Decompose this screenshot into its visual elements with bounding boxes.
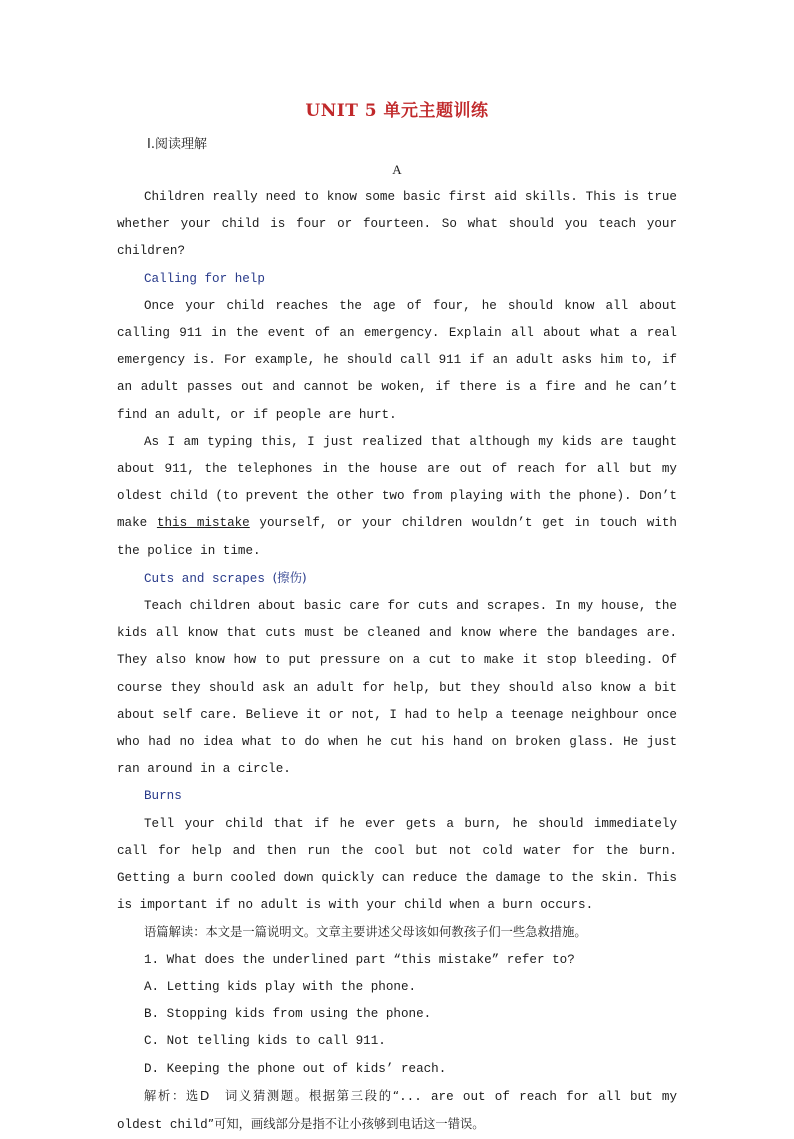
question-stem: 1. What does the underlined part “this mistake” refer to? — [144, 952, 575, 967]
option-d: D. Keeping the phone out of kids’ reach. — [144, 1061, 447, 1076]
subheading-calling-for-help: Calling for help — [144, 271, 265, 286]
explanation-part2: ”可知，画线部分是指不让小孩够到电话这一错误。 — [207, 1116, 485, 1131]
section-heading: Ⅰ.阅读理解 — [147, 137, 207, 152]
option-b: B. Stopping kids from using the phone. — [144, 1007, 432, 1022]
subheading-cuts-en: Cuts and scrapes — [144, 571, 273, 586]
paragraph-typing — [117, 429, 677, 565]
page-title: UNIT 5 单元主题训练 — [305, 101, 489, 121]
intro-paragraph: Children really need to know some basic first aid skills. This is true whether your child is four or fourteen. So what should you teach your children? — [117, 190, 677, 259]
passage-summary: 语篇解读：本文是一篇说明文。文章主要讲述父母该如何教孩子们一些急救措施。 — [144, 925, 587, 940]
option-c: C. Not telling kids to call 911. — [144, 1034, 386, 1049]
explanation-quote: ... are out of reach for all but my oldest child — [117, 1089, 678, 1132]
passage-body — [117, 184, 677, 1139]
underlined-phrase: this mistake — [156, 516, 250, 531]
option-a: A. Letting kids play with the phone. — [144, 979, 417, 994]
paragraph-calling: Once your child reaches the age of four, he should know all about calling 911 in the event of an emergency. Explain all about what a real emergency is. For example, he should call 911 if an adult asks him to, if an adult passes out and cannot be woken, if there is a fire and he can’t find an adult, or if people are hurt. — [117, 298, 677, 422]
paragraph-typing-part2: yourself, or your children wouldn’t get in touch with the police in time. — [117, 516, 677, 558]
paragraph-cuts: Teach children about basic care for cuts and scrapes. In my house, the kids all know that cuts must be cleaned and know where the bandages are. They also know how to put pressure on a cut to make it stop bleeding. Of course they should ask an adult for help, but they should also know a bit about self care. Believe it or not, I had to help a teenage neighbour once who had no idea what to do when he cut his hand on broken glass. He just ran around in a circle. — [117, 599, 677, 777]
subheading-cuts-cn: (擦伤) — [272, 570, 307, 585]
paragraph-typing-part1: As I am typing this, I just realized that although my kids are taught about 911, the telephones in the house are out of reach for all but my oldest child (to prevent the other two from playing with the phone). Don’t make — [117, 434, 677, 531]
subheading-cuts-and-scrapes — [117, 565, 677, 593]
subheading-burns: Burns — [144, 789, 182, 804]
passage-label: A — [392, 162, 402, 177]
paragraph-burns: Tell your child that if he ever gets a burn, he should immediately call for help and then run the cool but not cold water for the burn. Getting a burn cooled down quickly can reduce the damage to the skin. This is important if no adult is with your child when a burn occurs. — [117, 816, 677, 913]
explanation-part1: 解析：选D 词义猜测题。根据第三段的“ — [144, 1088, 400, 1103]
answer-explanation — [117, 1083, 677, 1139]
